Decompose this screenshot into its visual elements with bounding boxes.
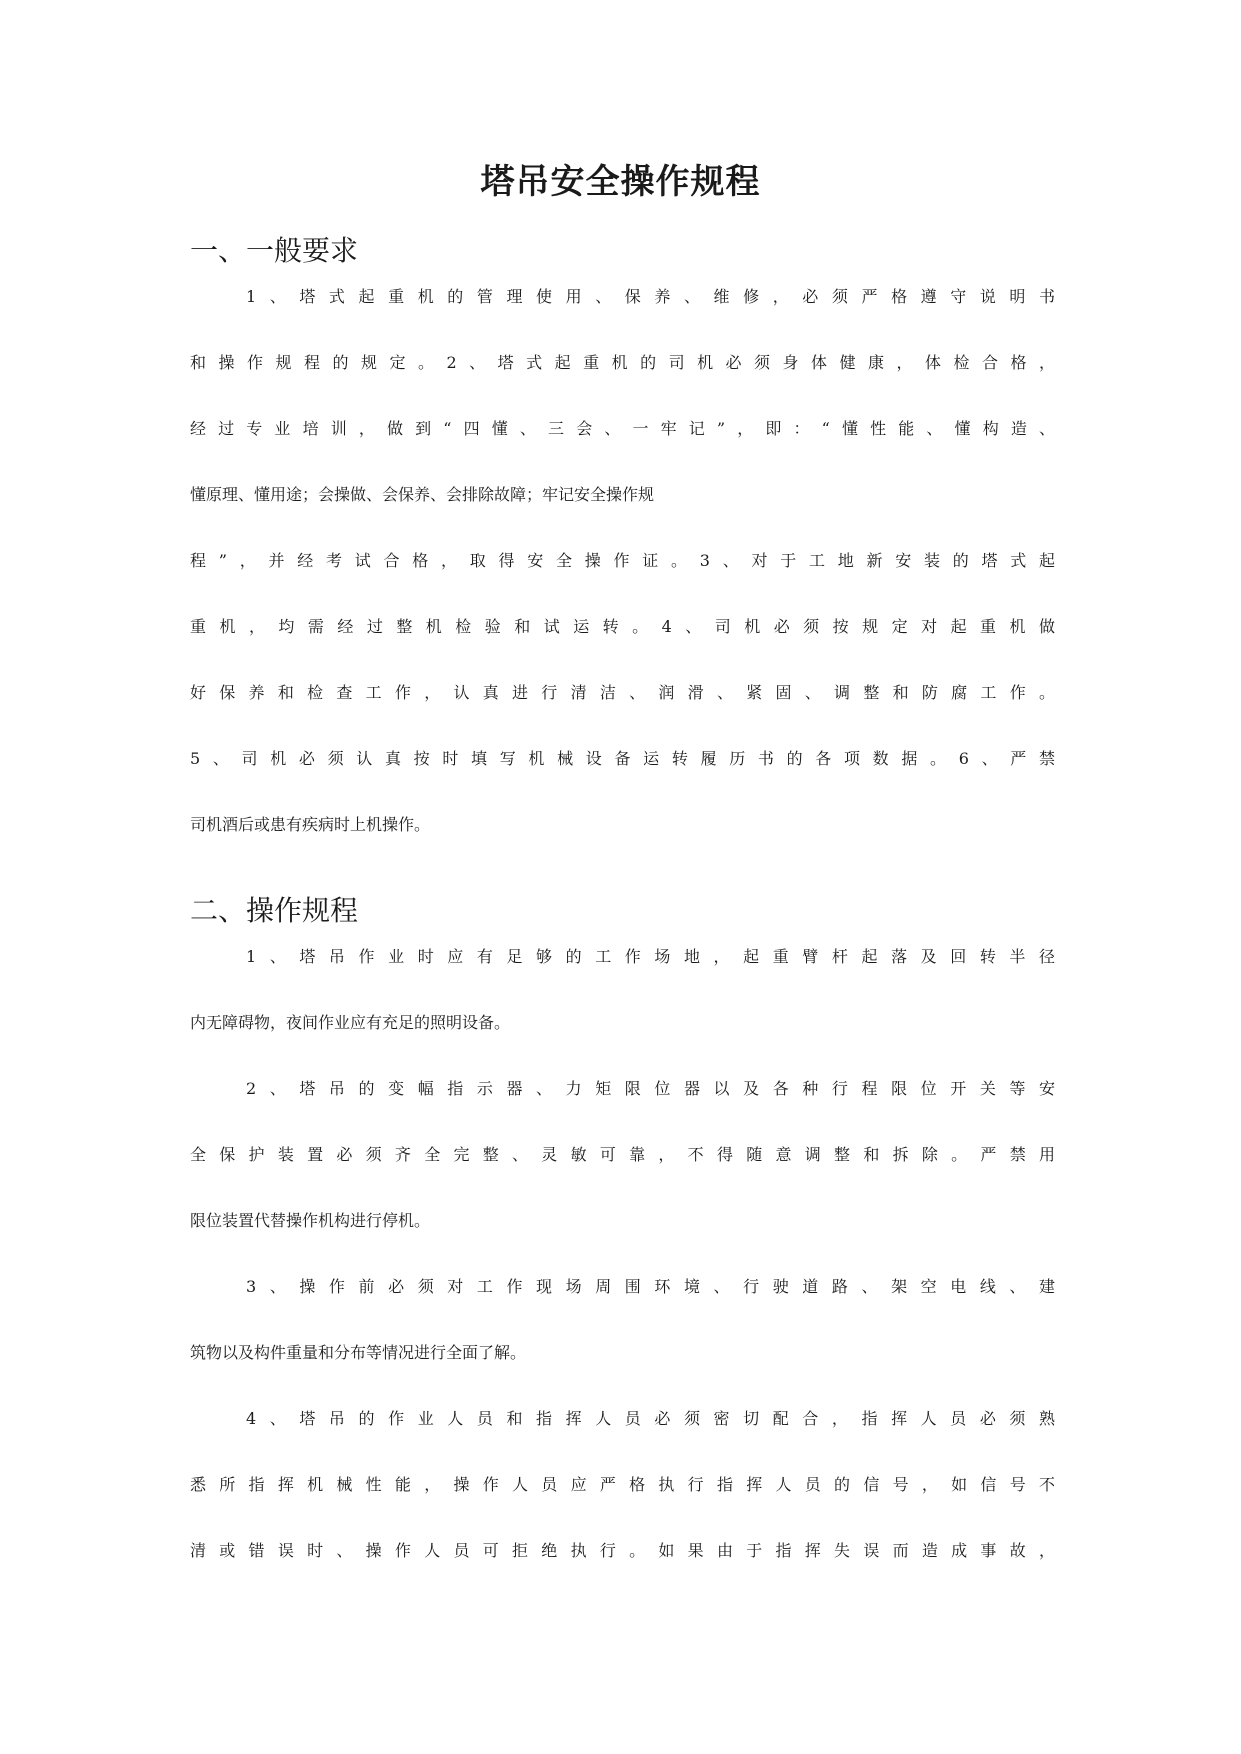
text-line: 重机，均需经过整机检验和试运转。4、司机必须按规定对起重机做 [190, 617, 1055, 636]
text-line: 全保护装置必须齐全完整、灵敏可靠，不得随意调整和拆除。严禁用 [190, 1145, 1055, 1164]
text-line: 筑物以及构件重量和分布等情况进行全面了解。 [190, 1343, 527, 1362]
text-line: 5、司机必须认真按时填写机械设备运转履历书的各项数据。6、严禁 [190, 749, 1055, 768]
text-line: 经过专业培训，做到“四懂、三会、一牢记”，即：“懂性能、懂构造、 [190, 419, 1055, 438]
text-line: 3、操作前必须对工作现场周围环境、行驶道路、架空电线、建 [246, 1277, 1055, 1296]
text-line: 和操作规程的规定。2、塔式起重机的司机必须身体健康，体检合格， [190, 353, 1055, 372]
section-heading-general-requirements: 一、一般要求 [190, 234, 359, 267]
text-line: 司机酒后或患有疾病时上机操作。 [190, 815, 431, 834]
section-heading-operating-procedures: 二、操作规程 [190, 894, 359, 927]
section2-item-4 [190, 1406, 1055, 1604]
text-line: 1、塔吊作业时应有足够的工作场地，起重臂杆起落及回转半径 [246, 947, 1055, 966]
text-line: 4、塔吊的作业人员和指挥人员必须密切配合，指挥人员必须熟 [246, 1409, 1055, 1428]
section2-item-1 [190, 944, 1055, 1076]
section2-item-3 [190, 1274, 1055, 1406]
section1-paragraph [190, 284, 1055, 878]
section2-item-2 [190, 1076, 1055, 1274]
text-line: 懂原理、懂用途；会操做、会保养、会排除故障；牢记安全操作规 [190, 485, 655, 504]
text-line: 内无障碍物，夜间作业应有充足的照明设备。 [190, 1013, 511, 1032]
text-line: 好保养和检查工作，认真进行清洁、润滑、紧固、调整和防腐工作。 [190, 683, 1055, 702]
text-line: 清或错误时、操作人员可拒绝执行。如果由于指挥失误而造成事故， [190, 1541, 1055, 1560]
document-title: 塔吊安全操作规程 [480, 162, 761, 202]
text-line: 1、塔式起重机的管理使用、保养、维修，必须严格遵守说明书 [246, 287, 1055, 306]
text-line: 悉所指挥机械性能，操作人员应严格执行指挥人员的信号，如信号不 [190, 1475, 1055, 1494]
text-line: 2、塔吊的变幅指示器、力矩限位器以及各种行程限位开关等安 [246, 1079, 1055, 1098]
document-body [190, 218, 1055, 1604]
text-line: 程”，并经考试合格，取得安全操作证。3、对于工地新安装的塔式起 [190, 551, 1055, 570]
text-line: 限位装置代替操作机构进行停机。 [190, 1211, 431, 1230]
